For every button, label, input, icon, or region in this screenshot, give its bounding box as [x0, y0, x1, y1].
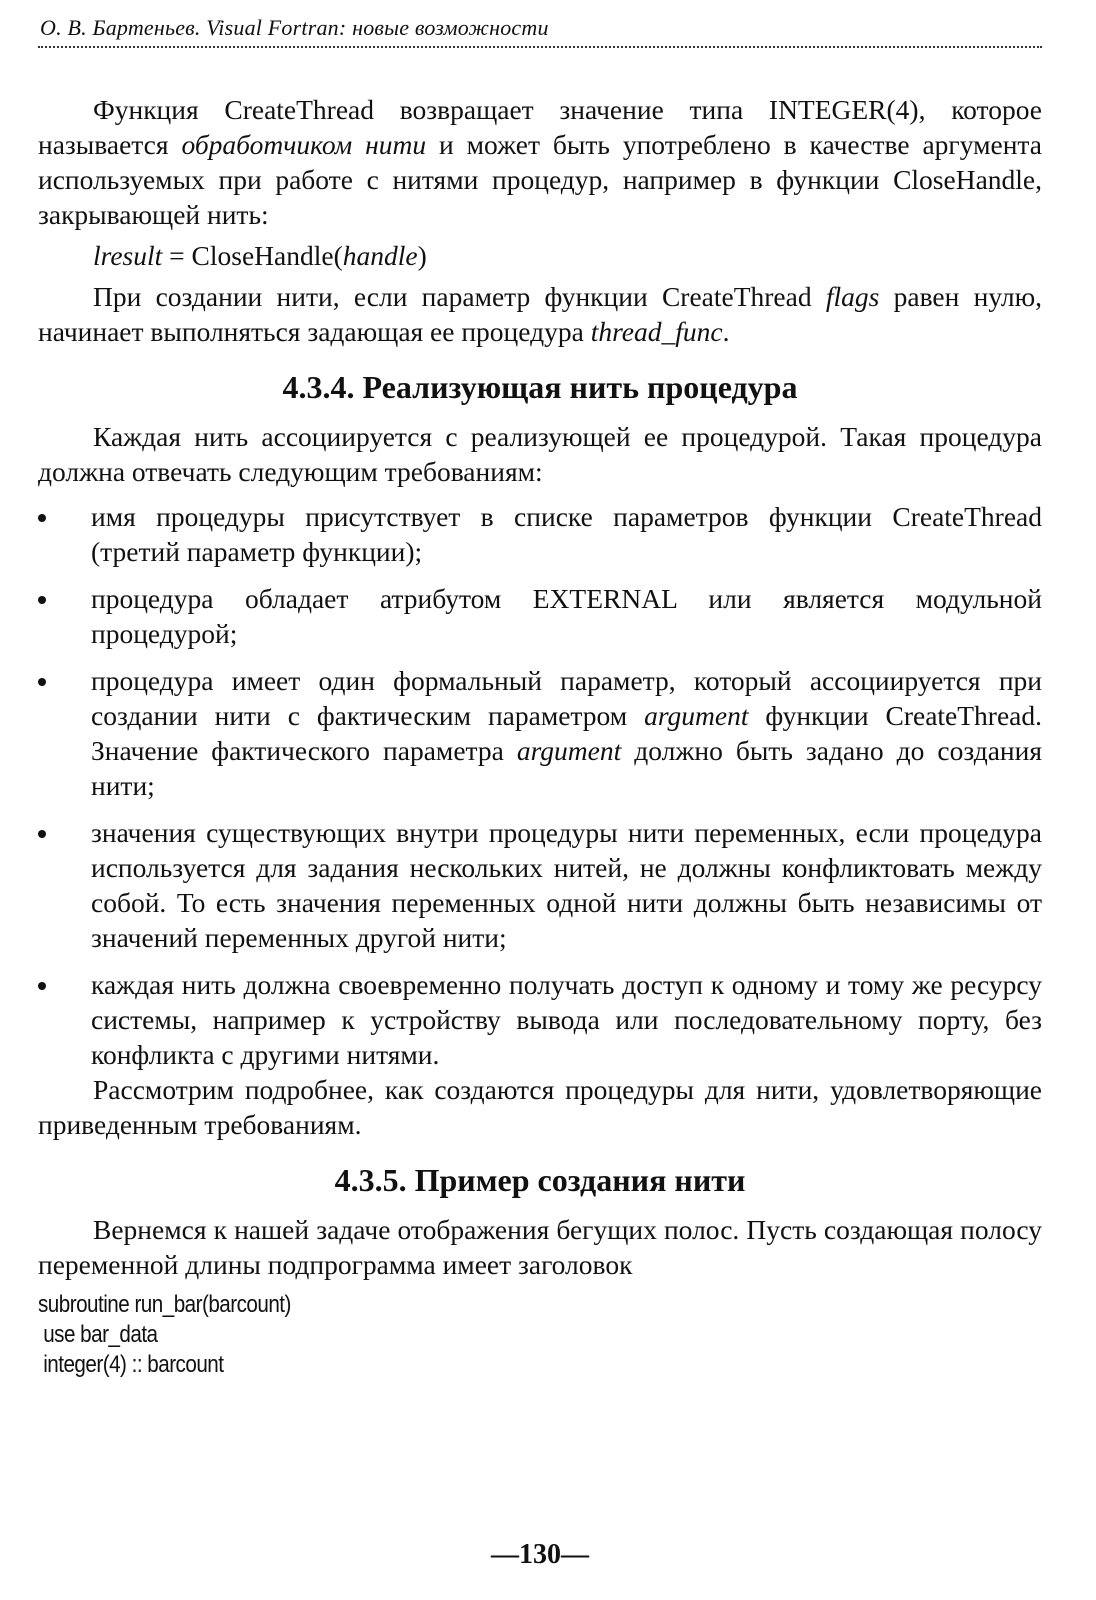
code-listing — [38, 1290, 901, 1380]
requirements-list — [38, 499, 1042, 1072]
section-heading-4-3-4: 4.3.4. Реализующая нить процедура — [282, 369, 798, 405]
list-item-text: значения существующих внутри процедуры нити переменных, если процедура используется для задания нескольких нитей, не должны конфликтовать между собой. То есть значения переменных одной нити должны быть независимы от значений переменных другой нити; — [91, 817, 1042, 953]
formula-line — [38, 238, 1042, 273]
list-item — [38, 499, 1042, 569]
bullet-icon — [38, 982, 46, 990]
code-line: use bar_data — [38, 1321, 158, 1348]
code-line: subroutine run_bar(barcount) — [38, 1291, 291, 1318]
thread-func-term: thread_func — [590, 316, 723, 347]
argument-term: argument — [644, 700, 749, 731]
intro-text-1: Функция CreateThread возвращает значение типа INTEGER(4), которое называется — [38, 94, 1042, 160]
list-item-text: имя процедуры присутствует в списке параметров функции CreateThread (третий параметр функции); — [91, 501, 1042, 567]
intro-text-2: и может быть употреблено в качестве аргумента используемых при работе с нитями процедур, например в функции CloseHandle, закрывающей нить: — [38, 129, 1042, 230]
code-line: integer(4) :: barcount — [38, 1351, 224, 1378]
section-heading-4-3-5: 4.3.5. Пример создания нити — [334, 1162, 746, 1198]
flags-term: flags — [825, 281, 880, 312]
formula-close-paren: ) — [417, 240, 427, 271]
flags-paragraph — [38, 279, 1042, 349]
intro-paragraph — [38, 92, 1042, 232]
list-item-text: каждая нить должна своевременно получать доступ к одному и тому же ресурсу системы, например к устройству вывода или последовательному порту, без конфликта с другими нитями. — [91, 969, 1042, 1070]
flags-text-2: равен нулю, начинает выполняться задающая ее процедура — [38, 281, 1043, 347]
flags-text-end: . — [722, 316, 730, 347]
header-divider — [38, 46, 1042, 48]
list-item — [38, 815, 1042, 955]
section-435-intro: Вернемся к нашей задаче отображения бегущих полос. Пусть создающая полосу переменной длины подпрограмма имеет заголовок — [38, 1214, 1042, 1280]
bullet-icon — [38, 596, 46, 604]
page-number: —130— — [491, 1539, 589, 1570]
running-head: О. В. Бартеньев. Visual Fortran: новые возможности — [40, 15, 549, 40]
list-item-text: процедура обладает атрибутом EXTERNAL или является модульной процедурой; — [91, 583, 1042, 649]
page-body — [38, 92, 1042, 1380]
formula-result-var: lresult — [93, 240, 163, 271]
section-434-intro: Каждая нить ассоциируется с реализующей ее процедурой. Такая процедура должна отвечать следующим требованиям: — [38, 421, 1042, 487]
formula-call: = CloseHandle( — [162, 240, 343, 271]
list-item — [38, 663, 1042, 803]
list-item — [38, 581, 1042, 651]
list-item-text-part: должно быть задано до создания нити; — [91, 735, 1042, 801]
formula-argument: handle — [342, 240, 418, 271]
argument-term: argument — [516, 735, 622, 766]
bullet-icon — [38, 514, 46, 522]
book-page — [38, 14, 1042, 1584]
bullet-icon — [38, 678, 46, 686]
intro-term-thread-handler: обработчиком нити — [181, 129, 427, 160]
list-item-text-part: функции CreateThread. Значение фактического параметра — [91, 700, 1042, 766]
bullet-icon — [38, 830, 46, 838]
list-item — [38, 967, 1042, 1072]
list-item-text-part: процедура имеет один формальный параметр, который ассоциируется при создании нити с фактическим параметром — [91, 665, 1042, 731]
section-434-closing: Рассмотрим подробнее, как создаются процедуры для нити, удовлетворяющие приведенным требованиям. — [38, 1074, 1042, 1140]
flags-text-1: При создании нити, если параметр функции CreateThread — [93, 281, 826, 312]
